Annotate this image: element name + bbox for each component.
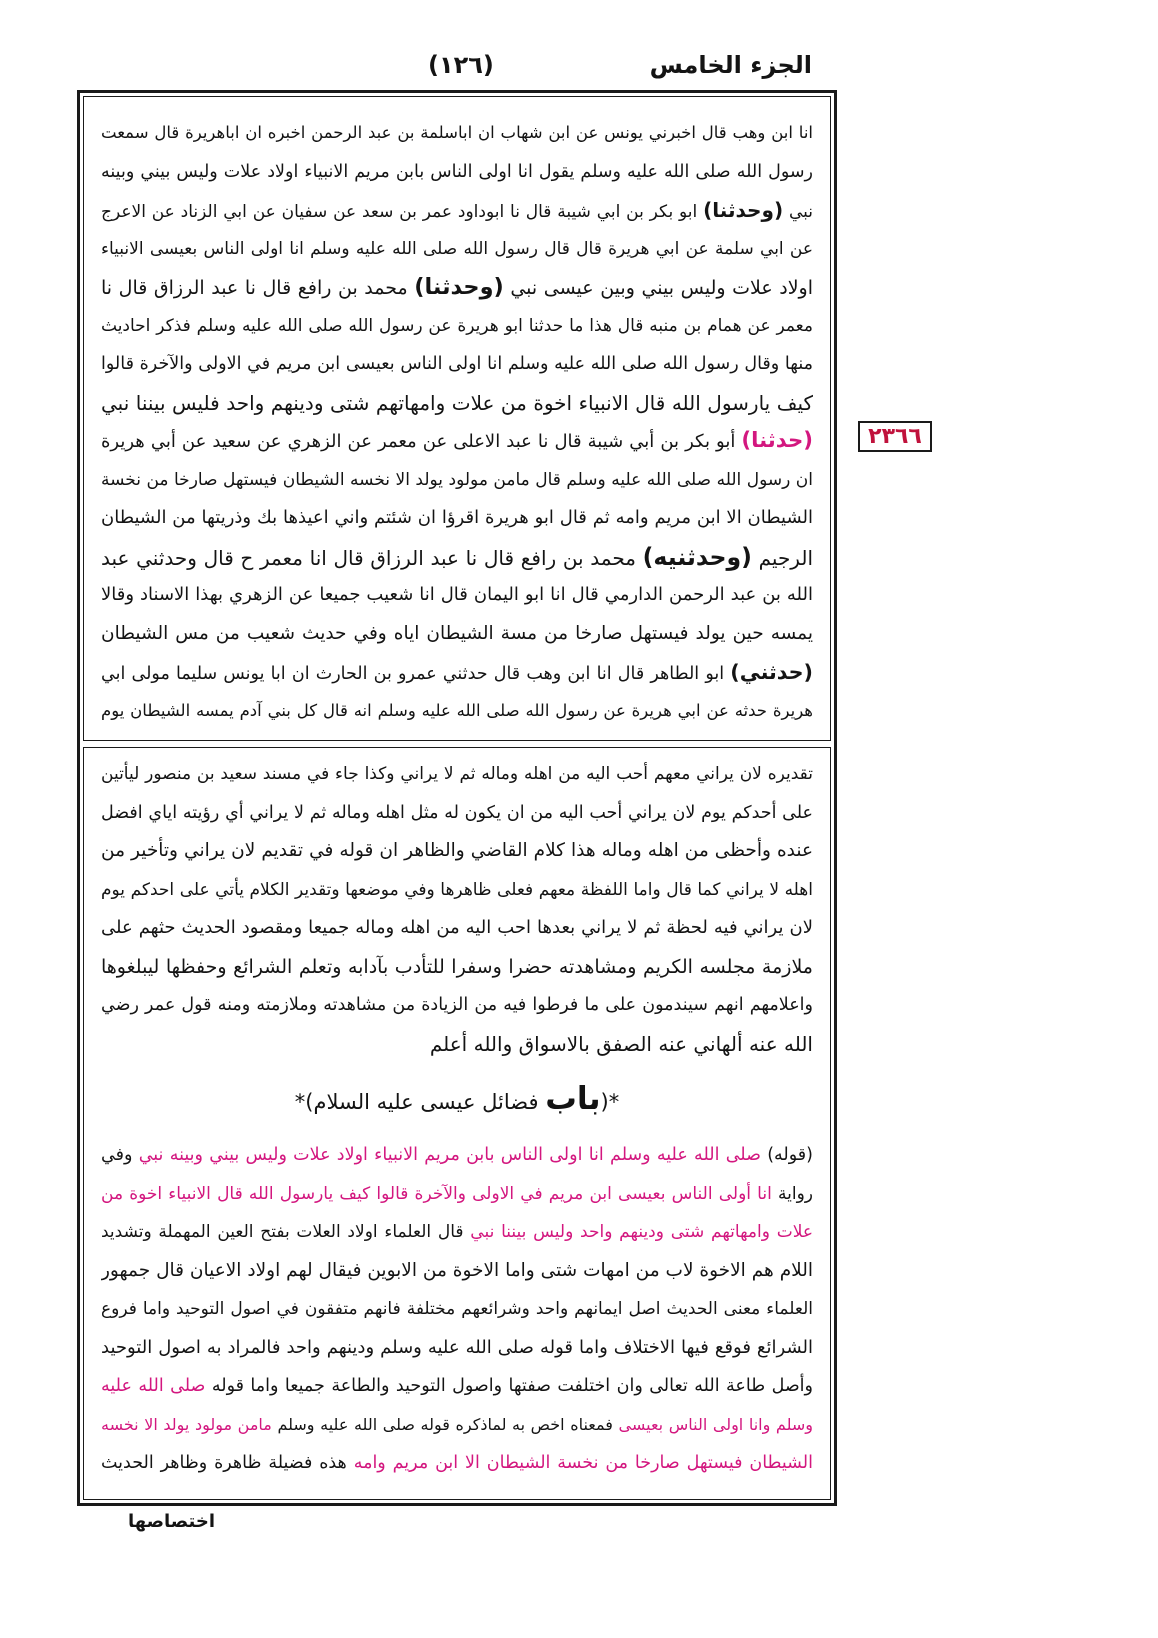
text-segment: فضائل عيسى عليه السلام)* [294,1090,546,1114]
text-segment: محمد بن رافع قال نا عبد الرزاق قال نا [101,277,415,299]
text-line [101,268,813,307]
chapter-title [101,1063,813,1136]
text-line: على أحدكم يوم لان يراني أحب اليه من ان يكون له مثل اهله وماله ثم لا يراني أي رؤيته اياي افضل [101,802,813,823]
text-line: انا ابن وهب قال اخبرني يونس عن ابن شهاب ان اباسلمة بن عبد الرحمن اخبره ان اباهريرة قال سمعت [101,123,813,142]
text-line: عنده وأحظى من اهله وماله هذا كلام القاضي والظاهر ان قوله في تقديم لان يراني وتأخير من [101,840,813,861]
page-frame [77,90,837,1506]
text-segment: وفي [101,1145,139,1165]
text-line [101,1175,813,1214]
volume-part-title: الجزء الخامس [649,51,812,79]
page-number: (١٢٦) [428,51,494,79]
text-segment: هذه فضيلة ظاهرة وظاهر الحديث [101,1453,354,1473]
text-line: هريرة حدثه عن ابي هريرة عن رسول الله صلى الله عليه وسلم انه قال كل بني آدم يمسه الشيطان يوم [101,700,813,720]
narration-marker: (وحدثنا) [703,198,784,222]
hadith-text-box [83,96,831,741]
narration-marker: (حدثني) [730,660,813,684]
text-line: ان رسول الله صلى الله عليه وسلم قال مامن مولود يولد الا نخسه الشيطان فيستهل صارخا من نخسة [101,469,813,490]
text-line: عن ابي سلمة عن ابي هريرة قال قال رسول الله صلى الله عليه وسلم انا اولى الناس بعيسى الانبياء [101,238,813,259]
chapter-keyword: باب [545,1081,601,1117]
catchword: اختصاصها [128,1511,216,1532]
text-line: الشيطان الا ابن مريم وامه ثم قال ابو هريرة اقرؤا ان شئتم واني اعيذها بك وذريتها من الشيطان [101,507,813,528]
text-line: كيف يارسول الله قال الانبياء اخوة من علات وامهاتهم شتى ودينهم واحد فليس بيننا نبي [101,390,813,415]
highlighted-text: صلى الله عليه وسلم انا اولى الناس بابن مريم الانبياء اولاد علات وليس بيني وبينه نبي [138,1145,761,1165]
text-line: منها وقال رسول الله صلى الله عليه وسلم انا اولى الناس بعيسى ابن مريم في الاولى والآخرة قالوا [101,354,813,374]
text-line: اهله لا يراني كما قال واما اللفظة معهم فعلى ظاهرها وفي موضعها وتقدير الكلام يأتي على احدكم يوم [101,879,813,900]
text-segment: اولاد علات وليس بيني وبين عيسى نبي [503,277,813,299]
text-segment: ابو بكر بن ابي شيبة قال نا ابوداود عمر بن سعد عن سفيان عن ابي الزناد عن الاعرج [101,202,704,222]
narration-marker: (وحدثنا) [414,274,504,300]
text-line: الشرائع فوقع فيها الاختلاف واما قوله صلى الله عليه وسلم ودينهم واحد فالمراد به اصول التوحيد [101,1336,813,1358]
highlighted-text: علات وامهاتهم شتى ودينهم واحد وليس بيننا نبي [470,1222,813,1242]
text-line: واعلامهم انهم سيندمون على ما فرطوا فيه من الزيادة من مشاهدته وملازمته ومنه قول عمر رضي [101,995,813,1015]
text-segment: قال العلماء اولاد العلات بفتح العين المهملة وتشديد [101,1222,471,1242]
text-line: يمسه حين يولد فيستهل صارخا من مسة الشيطان اياه وفي حديث شعيب من مس الشيطان [101,622,813,644]
highlighted-text: الشيطان فيستهل صارخا من نخسة الشيطان الا ابن مريم وامه [353,1453,813,1473]
commentary-continued-paragraph [101,755,813,1063]
text-line [101,1406,813,1445]
highlighted-text: مامن مولود يولد الا نخسه [101,1414,272,1434]
text-line: ملازمة مجلسه الكريم ومشاهدته حضرا وسفرا للتأدب بآدابه وتعلم الشرائع وحفظها ليبلغوها [101,955,813,978]
commentary-box [83,747,831,1500]
text-line [101,538,813,577]
text-line: معمر عن همام بن منبه قال هذا ما حدثنا ابو هريرة عن رسول الله صلى الله عليه وسلم فذكر احاديث [101,315,813,336]
commentary-chapter-paragraph [101,1136,813,1483]
highlighted-text: انا أولى الناس بعيسى ابن مريم في الاولى والآخرة قالوا كيف يارسول الله قال الانبياء اخوة من [101,1183,772,1204]
text-line: العلماء معنى الحديث اصل ايمانهم واحد وشرائعهم مختلفة فانهم متفقون في اصول التوحيد واما فروع [101,1299,813,1319]
text-line [101,1213,813,1252]
text-line [101,191,813,230]
narration-marker: (وحدثنيه) [642,542,752,571]
text-line: تقديره لان يراني معهم أحب اليه من اهله وماله ثم لا يراني وكذا جاء في مسند سعيد بن منصور ليأتين [101,764,813,784]
text-line: الله عنه ألهاني عنه الصفق بالاسواق والله أعلم [429,1031,813,1056]
text-segment: (قوله) [760,1145,813,1165]
text-line [101,1367,813,1406]
text-segment: محمد بن رافع قال نا عبد الرزاق قال انا معمر ح قال وحدثني عبد [101,545,643,570]
text-segment: نبي [783,202,813,222]
text-segment: رواية [771,1183,813,1204]
text-line: لان يراني فيه لحظة ثم لا يراني بعدها احب اليه من اهله وماله جميعا ومقصود الحديث حثهم على [101,917,813,938]
highlighted-text: صلى الله عليه [101,1376,206,1396]
text-segment: *( [600,1090,620,1114]
text-line [101,422,813,461]
text-segment: الرجيم [751,545,813,570]
text-line [101,1444,813,1483]
text-line: رسول الله صلى الله عليه وسلم يقول انا اولى الناس بابن مريم الانبياء اولاد علات وليس بيني وبينه [101,161,813,182]
text-line: الله بن عبد الرحمن الدارمي قال انا ابو اليمان قال انا شعيب جميعا عن الزهري بهذا الاسناد وقالا [101,584,813,605]
highlighted-text: وسلم وانا اولى الناس بعيسى [618,1414,813,1434]
text-segment: ابو الطاهر قال انا ابن وهب قال حدثني عمرو بن الحارث ان ابا يونس سليما مولى ابي [101,664,731,684]
text-segment: فمعناه اخص به لماذكره قوله صلى الله عليه وسلم [271,1414,619,1434]
text-line: اللام هم الاخوة لاب من امهات شتى واما الاخوة من الابوين فيقال لهم اولاد الاعيان قال جمهور [101,1259,813,1281]
text-segment: وأصل طاعة الله تعالى وان اختلفت صفتها واصول التوحيد والطاعة جميعا واما قوله [205,1376,813,1396]
text-line [101,1136,813,1175]
text-line [101,653,813,692]
highlighted-narration-marker: (حدثنا) [741,428,813,453]
text-segment: أبو بكر بن أبي شيبة قال نا عبد الاعلى عن معمر عن الزهري عن سعيد عن أبي هريرة [101,431,742,452]
hadith-number-marker: ٢٣٦٦ [858,421,932,452]
